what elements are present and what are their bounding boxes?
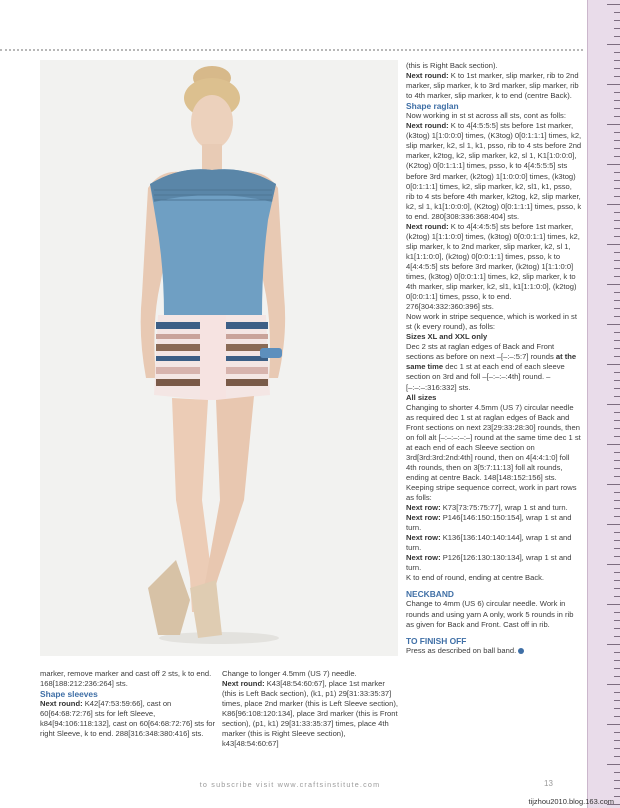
row-label: Next round: xyxy=(222,679,265,688)
instruction-paragraph: marker, remove marker and cast off 2 sts, k to end. 168[188:212:236:264] sts. xyxy=(40,669,212,688)
ruler-tick xyxy=(614,356,620,357)
ruler-tick xyxy=(614,180,620,181)
ruler-tick xyxy=(607,4,620,5)
instruction-row xyxy=(40,699,218,739)
ruler-tick xyxy=(607,444,620,445)
ruler-tick xyxy=(614,36,620,37)
ruler-tick xyxy=(614,68,620,69)
emphasis: at the same time xyxy=(406,352,577,372)
instruction-paragraph: Now work in stripe sequence, which is worked in st st (k every round), as folls: xyxy=(406,312,577,332)
ruler-tick xyxy=(614,316,620,317)
measuring-ruler xyxy=(587,0,620,808)
ruler-tick xyxy=(607,364,620,365)
row-text: K to 4[4:5:5:5] sts before 1st marker, (k3tog) 1[1:0:0:0] times, (K3tog) 0[0:1:1:1] times, k2, slip marker, k2, sl 1, k1, psso, rib to 4 sts before 2nd marker, k2tog, k2, slip marker, k2, sl 1, K1[1:0:0:0], (K2tog) 0[0:1:1:1] times, psso, k to 4[4:5:5:5] sts before 3rd marker, (k2tog) 1[1:0:0:0] times, (k3tog) 0[0:1:1:1] times, k2, slip marker, k2, sl1, k1, psso, rib to 4 sts before 4th marker, k2tog, k2, slip marker, k2, sl 1, k1[1:0:0:0], (K2tog) 0[0:1:1:1] times, psso, k to end. 280[308:336:368:404] sts. xyxy=(406,121,582,221)
ruler-tick xyxy=(614,100,620,101)
ruler-tick xyxy=(614,756,620,757)
ruler-tick xyxy=(614,172,620,173)
row-text: K to 4[4:4:5:5] sts before 1st marker, (k2tog) 1[1:1:0:0] times, (k3tog) 0[0:0:1:1] times, k2, slip marker, k to 2nd marker, slip marker, k2, sl 1, k1[1:1:0:0], (k2tog) 0[0:0:1:1] times, psso, k to 4[4:4:5:5] sts before 3rd marker, (k2tog) 1[1:1:0:0] times, (k3tog) 0[0:0:1:1] times, k2, slip marker, k to 4th marker, slip marker, k2, sl1, k1[1:1:0:0], (k2tog) 0[0:0:1:1] times, psso, k to end. 276[304:332:360:396] sts. xyxy=(406,221,580,312)
paragraph-text: dec 1 st at each end of each sleeve section on 3rd and foll –[–:–:–:4th] round. –[–:–:–:316:332] sts. xyxy=(406,362,565,392)
model-photo xyxy=(40,60,398,656)
ruler-tick xyxy=(614,156,620,157)
instruction-row xyxy=(222,679,398,749)
instruction-row xyxy=(406,513,582,533)
ruler-tick xyxy=(614,676,620,677)
ruler-tick xyxy=(614,580,620,581)
ruler-tick xyxy=(614,556,620,557)
ruler-tick xyxy=(614,52,620,53)
ruler-tick xyxy=(614,668,620,669)
ruler-tick xyxy=(614,212,620,213)
section-heading: Shape sleeves xyxy=(40,689,98,699)
paragraph-text: Dec 2 sts at raglan edges of Back and Front sections as before on next –[–:–:5:7] rounds xyxy=(406,342,556,362)
instructions-bottom-left xyxy=(40,669,218,739)
ruler-tick xyxy=(614,132,620,133)
ruler-tick xyxy=(614,12,620,13)
ruler-tick xyxy=(614,300,620,301)
row-label: Next row: xyxy=(406,503,441,513)
ruler-tick xyxy=(614,252,620,253)
instruction-paragraph: Change to 4mm (US 6) circular needle. Work in rounds and using yarn A only, work 5 rounds in rib as given for Back and Front. Cast off in rib. xyxy=(406,599,574,629)
instructions-right-column xyxy=(406,61,582,656)
ruler-tick xyxy=(614,692,620,693)
ruler-tick xyxy=(614,292,620,293)
ruler-tick xyxy=(614,116,620,117)
ruler-tick xyxy=(614,716,620,717)
watermark: tijzhou2010.blog.163.com xyxy=(528,797,614,806)
ruler-tick xyxy=(607,564,620,565)
instruction-paragraph: (this is Right Back section). xyxy=(406,61,498,70)
ruler-tick xyxy=(614,188,620,189)
row-label: Next round: xyxy=(406,121,449,131)
instruction-paragraph: Keeping stripe sequence correct, work in part rows as folls: xyxy=(406,482,577,503)
instruction-paragraph xyxy=(406,342,582,392)
ruler-tick xyxy=(614,652,620,653)
row-text: P146[146:150:150:154], wrap 1 st and turn. xyxy=(406,513,572,533)
ruler-tick xyxy=(614,788,620,789)
row-label: Next row: xyxy=(406,553,441,563)
ruler-tick xyxy=(614,620,620,621)
ruler-tick xyxy=(614,532,620,533)
ruler-tick xyxy=(614,452,620,453)
ruler-tick xyxy=(607,724,620,725)
ruler-tick xyxy=(614,268,620,269)
row-text: P126[126:130:130:134], wrap 1 st and turn. xyxy=(406,553,572,573)
ruler-tick xyxy=(607,44,620,45)
ruler-tick xyxy=(614,148,620,149)
ruler-tick xyxy=(614,780,620,781)
size-subheading: Sizes XL and XXL only xyxy=(406,332,488,342)
ruler-tick xyxy=(614,772,620,773)
ruler-tick xyxy=(607,484,620,485)
ruler-tick xyxy=(607,764,620,765)
ruler-tick xyxy=(607,524,620,525)
instruction-paragraph: Press as described on ball band. xyxy=(406,646,582,656)
ruler-tick xyxy=(607,204,620,205)
ruler-tick xyxy=(614,260,620,261)
ruler-tick xyxy=(614,612,620,613)
ruler-tick xyxy=(614,308,620,309)
instructions-bottom-middle xyxy=(222,669,398,749)
row-label: Next row: xyxy=(406,533,441,543)
ruler-tick xyxy=(607,644,620,645)
ruler-tick xyxy=(614,372,620,373)
ruler-tick xyxy=(614,396,620,397)
ruler-tick xyxy=(614,236,620,237)
ruler-tick xyxy=(614,196,620,197)
ruler-tick xyxy=(614,460,620,461)
ruler-tick xyxy=(614,740,620,741)
ruler-tick xyxy=(614,340,620,341)
ruler-tick xyxy=(607,604,620,605)
instruction-row xyxy=(406,553,582,573)
ruler-tick xyxy=(614,380,620,381)
ruler-tick xyxy=(607,324,620,325)
row-text: K43[48:54:60:67], place 1st marker (this is Left Back section), (k1, p1) 29[31:33:35:37] times, place 2nd marker (this is Left Sleeve section), K86[96:108:120:134], place 3rd marker (this is Front section), (p1, k1) 29[31:33:35:37] times, place 4th marker (this is Right Sleeve section), k43[48:54:60:67] xyxy=(222,679,398,748)
size-subheading: All sizes xyxy=(406,392,437,402)
row-text: K42[47:53:59:66], cast on 60[64:68:72:76] sts for left Sleeve, k84[94:106:118:132], cast on 60[64:68:72:76] sts for right Sleeve, k to end. 288[316:348:380:416] sts. xyxy=(40,699,216,738)
ruler-tick xyxy=(614,660,620,661)
ruler-tick xyxy=(614,748,620,749)
page-number: 13 xyxy=(544,779,553,788)
instruction-row xyxy=(406,503,582,513)
ruler-tick xyxy=(614,732,620,733)
ruler-tick xyxy=(614,572,620,573)
ruler-tick xyxy=(614,428,620,429)
ruler-tick xyxy=(614,92,620,93)
instruction-row xyxy=(406,71,582,101)
footer-subscribe-text: to subscribe visit www.craftsinstitute.com xyxy=(199,780,381,789)
row-label: Next round: xyxy=(40,699,83,708)
ruler-tick xyxy=(607,404,620,405)
ruler-tick xyxy=(614,228,620,229)
ruler-tick xyxy=(614,708,620,709)
ruler-tick xyxy=(614,20,620,21)
top-dotted-rule xyxy=(0,49,583,51)
instruction-paragraph: Now working in st st across all sts, cont as folls: xyxy=(406,111,566,121)
ruler-tick xyxy=(614,700,620,701)
ruler-tick xyxy=(607,684,620,685)
ruler-tick xyxy=(614,140,620,141)
row-text: K73[73:75:75:77], wrap 1 st and turn. xyxy=(440,503,568,513)
ruler-tick xyxy=(614,588,620,589)
ruler-tick xyxy=(607,284,620,285)
ruler-tick xyxy=(614,636,620,637)
ruler-tick xyxy=(614,276,620,277)
ruler-tick xyxy=(614,332,620,333)
section-heading: NECKBAND xyxy=(406,589,454,600)
instruction-paragraph: K to end of round, ending at centre Back. xyxy=(406,573,545,583)
instruction-row xyxy=(406,222,582,312)
ruler-tick xyxy=(614,76,620,77)
instruction-row xyxy=(406,121,582,221)
instruction-paragraph: Change to longer 4.5mm (US 7) needle. xyxy=(222,669,357,678)
ruler-tick xyxy=(614,628,620,629)
row-label: Next round: xyxy=(406,221,449,231)
ruler-tick xyxy=(614,436,620,437)
ruler-tick xyxy=(614,492,620,493)
ruler-tick xyxy=(614,516,620,517)
ruler-tick xyxy=(614,412,620,413)
ruler-tick xyxy=(614,348,620,349)
ruler-tick xyxy=(614,540,620,541)
ruler-tick xyxy=(614,476,620,477)
ruler-tick xyxy=(614,500,620,501)
ruler-tick xyxy=(607,84,620,85)
ruler-tick xyxy=(614,108,620,109)
ruler-tick xyxy=(614,220,620,221)
ruler-tick xyxy=(607,244,620,245)
ruler-tick xyxy=(614,388,620,389)
section-heading: TO FINISH OFF xyxy=(406,635,467,646)
row-label: Next row: xyxy=(406,513,441,523)
ruler-tick xyxy=(614,508,620,509)
ruler-tick xyxy=(607,164,620,165)
ruler-tick xyxy=(607,124,620,125)
ruler-tick xyxy=(614,468,620,469)
instruction-paragraph: Changing to shorter 4.5mm (US 7) circular needle as required dec 1 st at raglan edges of Back and Front sections on next 23[29:33:28:30] rounds, then on foll alt [–:–:–:–:–] round at the same time dec 1 st at each end of each Sleeve section on 3rd[3rd:3rd:2nd:4th] round, then on 4[4:4:1:0] foll 4th rounds, then on 3[5:7:11:13] foll alt rounds, ending at centre Back. 148[148:152:156] sts. xyxy=(406,402,581,482)
ruler-tick xyxy=(614,28,620,29)
ruler-tick xyxy=(614,596,620,597)
end-bullet-icon xyxy=(518,648,524,654)
ruler-tick xyxy=(614,60,620,61)
ruler-tick xyxy=(614,796,620,797)
row-text: K136[136:140:140:144], wrap 1 st and turn. xyxy=(406,533,572,553)
model-illustration xyxy=(40,60,398,656)
instruction-row xyxy=(406,533,582,553)
row-text: K to 1st marker, slip marker, rib to 2nd marker, slip marker, k to 3rd marker, slip marker, rib to 4th marker, slip marker, k to end (centre Back). xyxy=(406,71,579,101)
section-heading: Shape raglan xyxy=(406,101,459,112)
row-label: Next round: xyxy=(406,71,449,81)
ruler-tick xyxy=(614,420,620,421)
ruler-tick xyxy=(614,548,620,549)
